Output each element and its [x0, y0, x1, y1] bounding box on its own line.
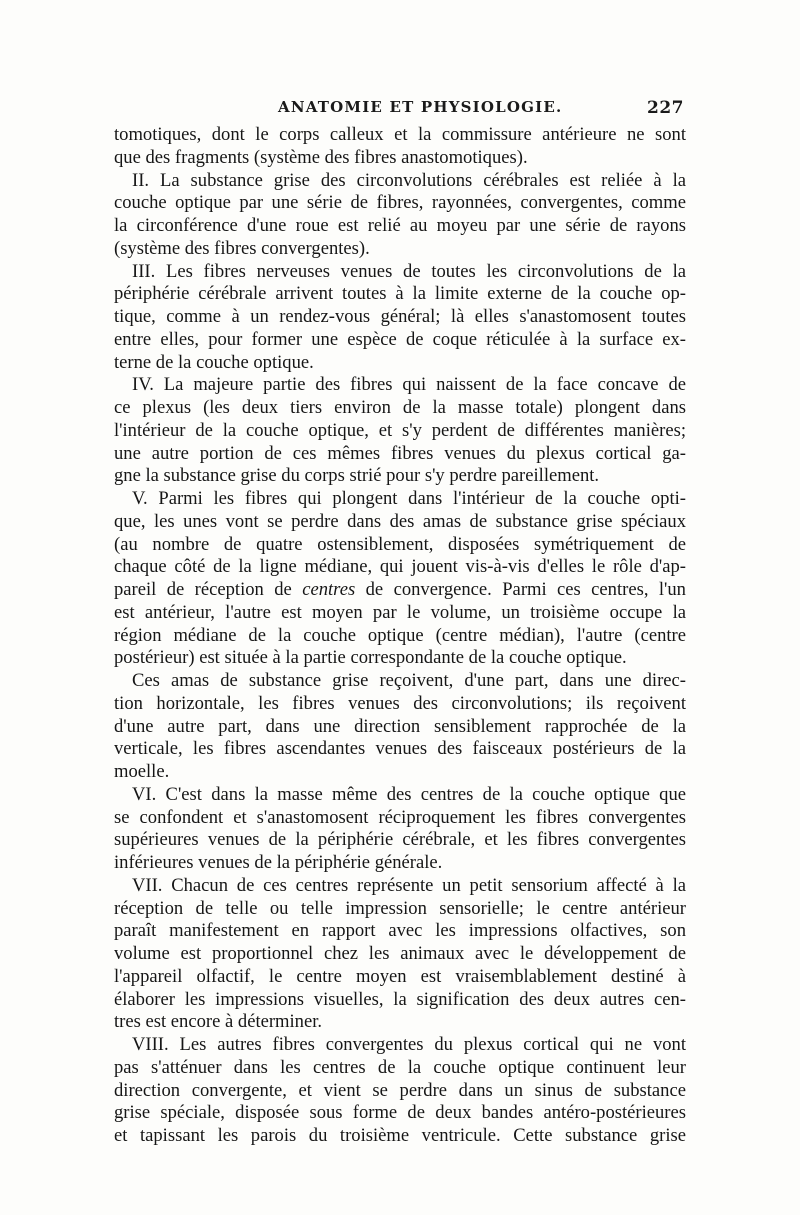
text-line: VIII. Les autres fibres convergentes du plexus cortical qui ne vont — [132, 1034, 686, 1055]
text-line: VI. C'est dans la masse même des centres de la couche optique que — [132, 783, 686, 805]
text-line: pareil de réception de centres de convergence. Parmi ces centres, l'un — [114, 579, 686, 600]
body-text — [114, 124, 686, 1148]
text-line: volume est proportionnel chez les animaux avec le développement de — [114, 943, 686, 964]
text-line: que des fragments (système des fibres anastomotiques). — [114, 146, 528, 168]
text-line: gne la substance grise du corps strié pour s'y perdre pareillement. — [114, 465, 600, 487]
text-line: VII. Chacun de ces centres représente un petit sensorium affecté à la — [132, 874, 686, 896]
text-line: entre elles, pour former une espèce de coque réticulée à la surface ex- — [114, 328, 686, 350]
text-line: se confondent et s'anastomosent réciproquement les fibres convergentes — [114, 806, 686, 828]
text-line: pas s'atténuer dans les centres de la couche optique continuent leur — [114, 1056, 686, 1078]
text-line: direction convergente, et vient se perdre dans un sinus de substance — [114, 1079, 686, 1101]
text-line: grise spéciale, disposée sous forme de deux bandes antéro-postérieures — [114, 1102, 686, 1124]
text-line: d'une autre part, dans une direction sensiblement rapprochée de la — [114, 715, 686, 737]
text-line: IV. La majeure partie des fibres qui naissent de la face concave de — [132, 374, 686, 396]
text-line: moelle. — [114, 761, 170, 782]
text-line: II. La substance grise des circonvolutions cérébrales est reliée à la — [132, 169, 686, 191]
page-number: 227 — [647, 98, 684, 118]
text-line: V. Parmi les fibres qui plongent dans l'intérieur de la couche opti- — [132, 488, 686, 509]
text-line: que, les unes vont se perdre dans des amas de substance grise spéciaux — [114, 510, 686, 532]
text-line: couche optique par une série de fibres, rayonnées, convergentes, comme — [114, 192, 686, 214]
text-line: tomotiques, dont le corps calleux et la commissure antérieure ne sont — [114, 124, 686, 145]
text-line: est antérieur, l'autre est moyen par le volume, un troisième occupe la — [114, 601, 686, 623]
text-line: Ces amas de substance grise reçoivent, d'une part, dans une direc- — [132, 670, 686, 691]
text-line: postérieur) est située à la partie correspondante de la couche optique. — [114, 647, 627, 669]
italic-term: centres — [302, 579, 356, 600]
text-line: chaque côté de la ligne médiane, qui jouent vis-à-vis d'elles le rôle d'ap- — [114, 556, 686, 578]
text-line: terne de la couche optique. — [114, 351, 314, 373]
text-line: une autre portion de ces mêmes fibres venues du plexus cortical ga- — [114, 442, 686, 464]
text-line: la circonférence d'une roue est relié au moyeu par une série de rayons — [114, 215, 686, 236]
text-line: périphérie cérébrale arrivent toutes à la limite externe de la couche op- — [114, 283, 686, 305]
text-line: verticale, les fibres ascendantes venues des faisceaux postérieurs de la — [114, 738, 686, 760]
text-line: supérieures venues de la périphérie cérébrale, et les fibres convergentes — [114, 829, 686, 851]
text-line: tion horizontale, les fibres venues des circonvolutions; ils reçoivent — [114, 692, 686, 714]
running-title: ANATOMIE ET PHYSIOLOGIE. — [278, 98, 563, 116]
text-line: paraît manifestement en rapport avec les impressions olfactives, son — [114, 920, 686, 942]
text-line: l'intérieur de la couche optique, et s'y perdent de différentes manières; — [114, 419, 686, 441]
text-line: (au nombre de quatre ostensiblement, disposées symétriquement de — [114, 533, 686, 555]
text-line: réception de telle ou telle impression sensorielle; le centre antérieur — [114, 897, 686, 919]
text-line: inférieures venues de la périphérie générale. — [114, 852, 443, 873]
text-line: tres est encore à déterminer. — [114, 1011, 323, 1033]
text-line: élaborer les impressions visuelles, la signification des deux autres cen- — [114, 988, 686, 1010]
text-line: (système des fibres convergentes). — [114, 237, 370, 259]
text-line: III. Les fibres nerveuses venues de toutes les circonvolutions de la — [132, 260, 686, 282]
text-line: et tapissant les parois du troisième ventricule. Cette substance grise — [114, 1125, 686, 1146]
text-line: région médiane de la couche optique (centre médian), l'autre (centre — [114, 624, 686, 646]
text-line: ce plexus (les deux tiers environ de la masse totale) plongent dans — [114, 397, 686, 418]
text-line: l'appareil olfactif, le centre moyen est vraisemblablement destiné à — [114, 965, 686, 987]
text-line: tique, comme à un rendez-vous général; là elles s'anastomosent toutes — [114, 306, 686, 327]
running-head — [118, 98, 686, 124]
